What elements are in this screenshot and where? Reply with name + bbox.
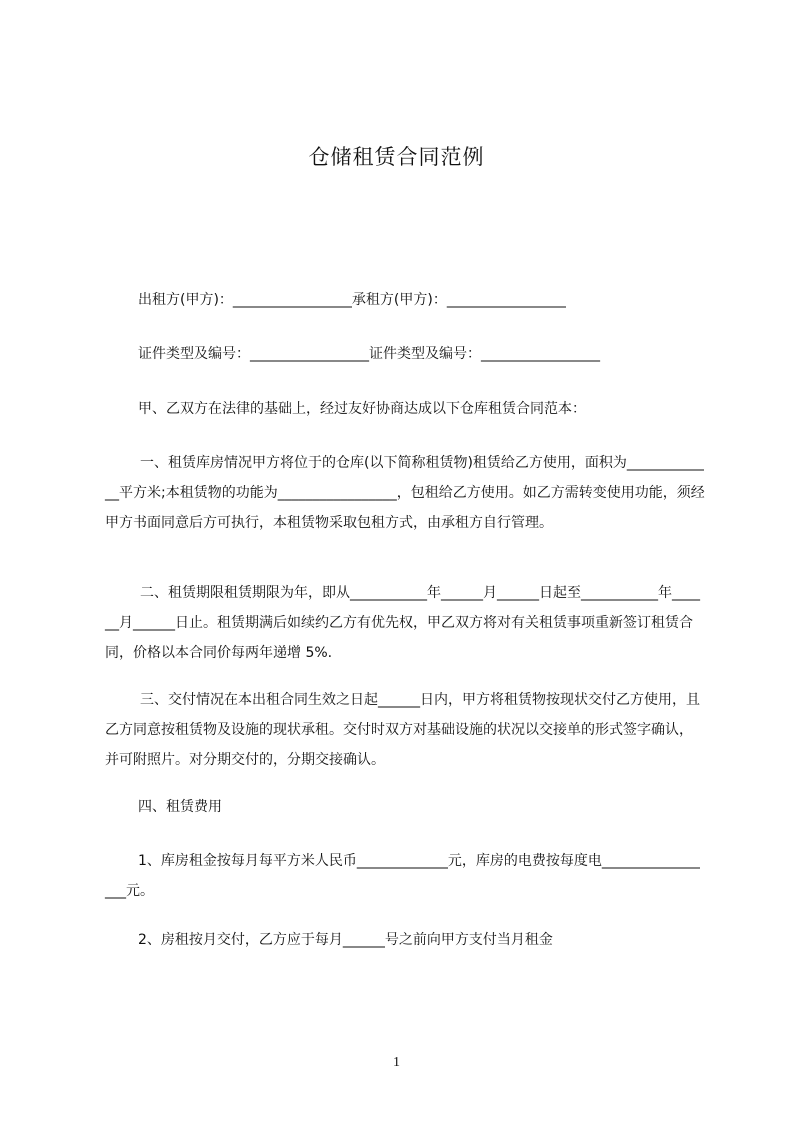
clause-2-lease-term: 二、租赁期限租赁期限为年，即从___________年______月______日起至___________年______月______日止。租赁期满后如续约乙方有优先权，甲乙双方将对有关租赁事项重新签订租赁合同，价格以本合同价每两年递增 5%. <box>105 585 700 661</box>
clause-1-warehouse-info: 一、租赁库房情况甲方将位于的仓库(以下简称租赁物)租赁给乙方使用，面积为_____________平方米;本租赁物的功能为_________________，包租给乙方使用。如乙方需转变使用功能，须经甲方书面同意后方可执行，本租赁物采取包租方式，由承租方自行管理。 <box>105 455 705 531</box>
page-number: 1 <box>393 1055 400 1070</box>
clause-4-item-1: 1、库房租金按每月每平方米人民币_____________元，库房的电费按每度电_________________元。 <box>105 853 700 899</box>
clause-3-delivery: 三、交付情况在本出租合同生效之日起______日内，甲方将租赁物按现状交付乙方使用，且乙方同意按租赁物及设施的现状承租。交付时双方对基础设施的状况以交接单的形式签字确认，并可附照片。对分期交付的，分期交接确认。 <box>105 692 700 768</box>
id-type-number-line: 证件类型及编号：_________________证件类型及编号：_________________ <box>138 346 600 362</box>
lessor-lessee-line: 出租方(甲方)：_________________承租方(甲方)：_________________ <box>138 292 566 308</box>
document-title: 仓储租赁合同范例 <box>308 145 485 169</box>
contract-preamble: 甲、乙双方在法律的基础上，经过友好协商达成以下仓库租赁合同范本： <box>138 401 586 417</box>
clause-4-heading: 四、租赁费用 <box>138 799 222 815</box>
clause-4-item-2: 2、房租按月交付，乙方应于每月______号之前向甲方支付当月租金 <box>138 932 553 948</box>
